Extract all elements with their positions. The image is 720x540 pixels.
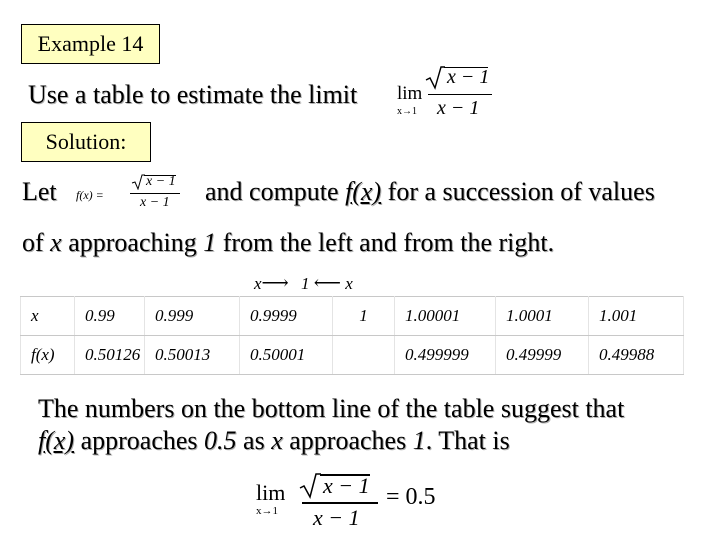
table-cell: 0.50126	[75, 336, 145, 375]
table-cell	[333, 336, 395, 375]
lim-label: lim	[397, 83, 423, 104]
final-numerator: x − 1	[323, 473, 370, 498]
f-numerator: x − 1	[146, 174, 176, 189]
table-cell: f(x)	[21, 336, 75, 375]
solution-label: Solution:	[45, 129, 127, 154]
table-cell: 0.50013	[145, 336, 240, 375]
final-fraction-bar	[302, 502, 378, 504]
approach-text: of x approaching 1 from the left and from the right.	[22, 228, 555, 257]
sqrt-symbol-small	[131, 174, 145, 190]
example-title: Example 14	[37, 31, 144, 56]
table-row-x	[21, 297, 684, 336]
approach-indicator: x⟶ 1 ⟵ x	[254, 273, 353, 294]
table-cell: x	[21, 297, 75, 336]
conclusion-line-1: The numbers on the bottom line of the table suggest that	[38, 394, 625, 423]
conclusion-line-2: f(x) approaches 0.5 as x approaches 1. That is	[38, 426, 510, 455]
let-word: Let	[22, 177, 57, 206]
table-cell: 1	[333, 297, 395, 336]
numerator: x − 1	[447, 66, 490, 88]
table-cell: 0.999	[145, 297, 240, 336]
table-cell: 0.9999	[240, 297, 333, 336]
fraction-bar	[428, 94, 492, 95]
final-denominator: x − 1	[313, 505, 360, 530]
final-result: = 0.5	[386, 484, 436, 510]
table-cell: 1.00001	[395, 297, 496, 336]
f-denominator: x − 1	[140, 195, 170, 210]
final-sqrt-symbol	[299, 473, 321, 499]
table-cell: 0.49999	[496, 336, 589, 375]
example-title-box	[21, 24, 160, 64]
denominator: x − 1	[437, 97, 480, 119]
table-cell: 0.49988	[589, 336, 684, 375]
intro-text: Use a table to estimate the limit	[28, 80, 358, 109]
final-lim-label: lim	[256, 480, 286, 505]
solution-box	[21, 122, 151, 162]
final-lim-subscript: x→1	[256, 505, 278, 517]
compute-text: and compute f(x) for a succession of values	[205, 177, 655, 206]
table-cell: 0.50001	[240, 336, 333, 375]
sqrt-symbol	[425, 66, 445, 90]
table-row-fx	[21, 336, 684, 375]
table-cell: 1.0001	[496, 297, 589, 336]
table-cell: 0.499999	[395, 336, 496, 375]
value-table	[20, 296, 684, 375]
lim-subscript: x→1	[397, 106, 417, 117]
table-cell: 0.99	[75, 297, 145, 336]
f-label: f(x) =	[76, 188, 104, 202]
table-cell: 1.001	[589, 297, 684, 336]
